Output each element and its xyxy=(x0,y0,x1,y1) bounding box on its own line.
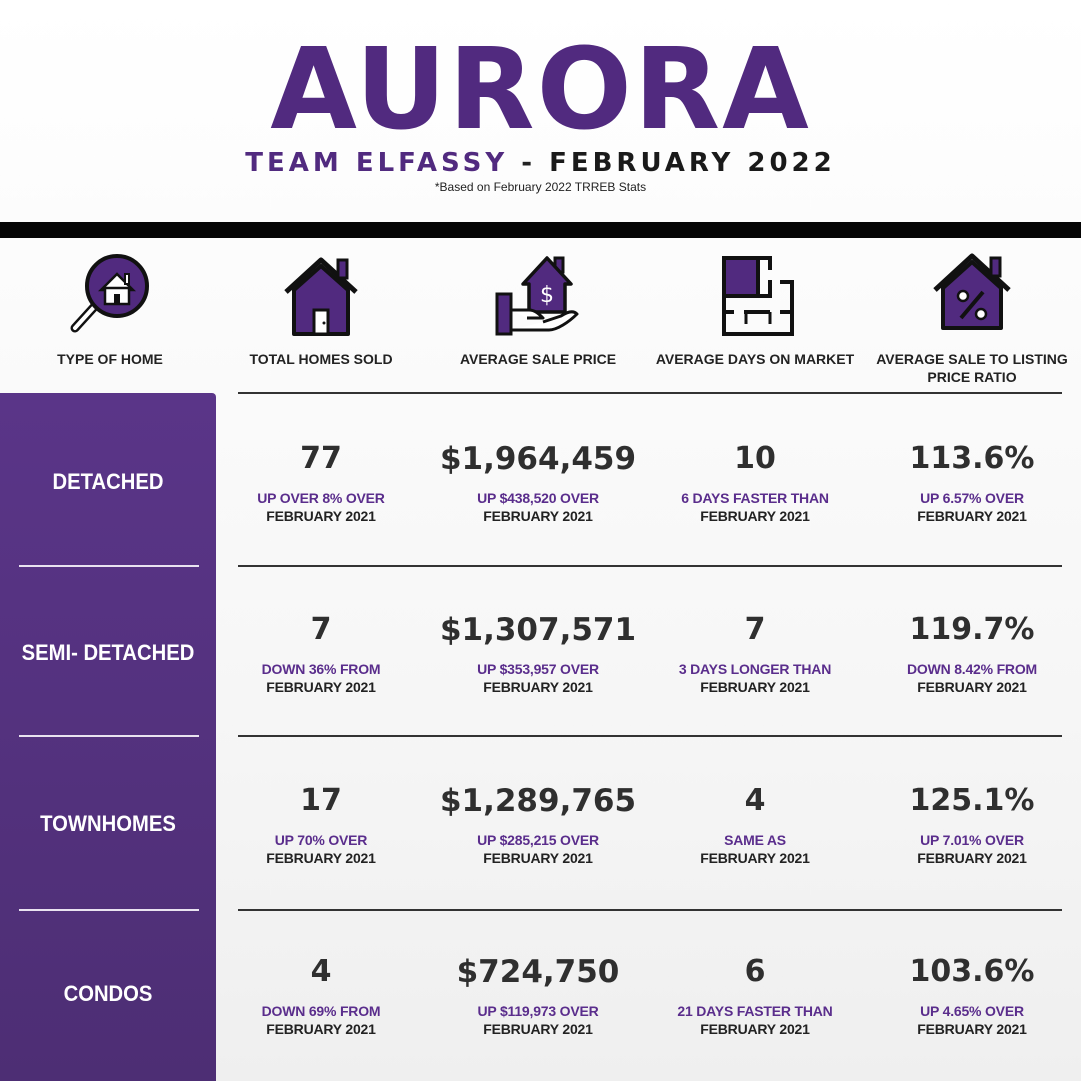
house-icon xyxy=(211,250,431,340)
stat-change: 21 DAYS FASTER THAN xyxy=(677,1003,833,1019)
stat-change: UP 6.57% OVER xyxy=(920,490,1024,506)
stat-value: 125.1% xyxy=(909,783,1035,818)
report-month: FEBRUARY 2022 xyxy=(549,148,836,178)
stat-value: 7 xyxy=(744,612,766,647)
column-label: AVERAGE SALE TO LISTING PRICE RATIO xyxy=(876,351,1068,385)
cell-detached-sold xyxy=(211,441,431,525)
table-divider xyxy=(238,735,1062,737)
sidebar-divider xyxy=(19,565,199,567)
column-label: TOTAL HOMES SOLD xyxy=(249,351,393,367)
stat-value: 4 xyxy=(310,954,332,989)
stat-value: $1,289,765 xyxy=(439,783,637,819)
stat-change: UP 4.65% OVER xyxy=(920,1003,1024,1019)
stat-value: 77 xyxy=(300,441,342,476)
cell-townhomes-days xyxy=(645,783,865,867)
cell-townhomes-price xyxy=(428,783,648,867)
stat-change: UP $119,973 OVER xyxy=(477,1003,599,1019)
hand-house-dollar-icon xyxy=(428,250,648,340)
subtitle xyxy=(0,148,1081,178)
column-label: TYPE OF HOME xyxy=(57,351,163,367)
cell-condos-days xyxy=(645,954,865,1038)
cell-semi-ratio xyxy=(862,612,1081,696)
cell-semi-price xyxy=(428,612,648,696)
stat-reference: FEBRUARY 2021 xyxy=(917,1021,1027,1037)
cell-detached-ratio xyxy=(862,441,1081,525)
stat-value: $724,750 xyxy=(456,954,620,990)
subtitle-dash: - xyxy=(508,148,550,178)
stat-value: $1,307,571 xyxy=(439,612,637,648)
stat-reference: FEBRUARY 2021 xyxy=(700,679,810,695)
stat-value: 103.6% xyxy=(909,954,1035,989)
stat-value: 6 xyxy=(744,954,766,989)
column-label: AVERAGE SALE PRICE xyxy=(459,351,617,367)
cell-semi-sold xyxy=(211,612,431,696)
stat-change: SAME AS xyxy=(724,832,786,848)
stat-reference: FEBRUARY 2021 xyxy=(266,850,376,866)
stat-reference: FEBRUARY 2021 xyxy=(483,850,593,866)
table-divider xyxy=(238,565,1062,567)
cell-condos-price xyxy=(428,954,648,1038)
cell-townhomes-ratio xyxy=(862,783,1081,867)
stat-reference: FEBRUARY 2021 xyxy=(266,508,376,524)
sidebar-divider xyxy=(19,735,199,737)
row-label-detached: DETACHED xyxy=(52,469,164,494)
stat-value: 10 xyxy=(734,441,776,476)
stat-value: 4 xyxy=(744,783,766,818)
stat-change: UP $285,215 OVER xyxy=(477,832,599,848)
stat-value: 119.7% xyxy=(909,612,1035,647)
cell-condos-ratio xyxy=(862,954,1081,1038)
stat-reference: FEBRUARY 2021 xyxy=(700,850,810,866)
stat-change: DOWN 69% FROM xyxy=(261,1003,381,1019)
stat-value: $1,964,459 xyxy=(439,441,637,477)
stat-change: 3 DAYS LONGER THAN xyxy=(678,661,832,677)
cell-detached-days xyxy=(645,441,865,525)
page-title: AURORA xyxy=(270,25,811,155)
source-note: *Based on February 2022 TRREB Stats xyxy=(434,180,647,194)
column-header-sold xyxy=(211,250,431,386)
cell-detached-price xyxy=(428,441,648,525)
stat-change: DOWN 36% FROM xyxy=(261,661,381,677)
cell-semi-days xyxy=(645,612,865,696)
cell-townhomes-sold xyxy=(211,783,431,867)
stat-reference: FEBRUARY 2021 xyxy=(700,1021,810,1037)
stat-reference: FEBRUARY 2021 xyxy=(266,1021,376,1037)
stat-reference: FEBRUARY 2021 xyxy=(917,508,1027,524)
column-header-price xyxy=(428,250,648,386)
column-header-type xyxy=(0,250,220,386)
stat-reference: FEBRUARY 2021 xyxy=(917,850,1027,866)
column-label: AVERAGE DAYS ON MARKET xyxy=(655,351,855,367)
stat-reference: FEBRUARY 2021 xyxy=(483,508,593,524)
stat-reference: FEBRUARY 2021 xyxy=(483,679,593,695)
table-divider xyxy=(238,392,1062,394)
house-percent-icon xyxy=(862,250,1081,340)
stat-reference: FEBRUARY 2021 xyxy=(266,679,376,695)
column-header-ratio xyxy=(862,250,1081,386)
stat-change: UP 7.01% OVER xyxy=(920,832,1024,848)
stat-change: UP OVER 8% OVER xyxy=(257,490,385,506)
table-divider xyxy=(238,909,1062,911)
stat-change: 6 DAYS FASTER THAN xyxy=(681,490,829,506)
cell-condos-sold xyxy=(211,954,431,1038)
row-label-condos: CONDOS xyxy=(63,981,153,1006)
stat-change: UP $353,957 OVER xyxy=(477,661,599,677)
stat-change: DOWN 8.42% FROM xyxy=(906,661,1037,677)
row-label-townhomes: TOWNHOMES xyxy=(40,811,176,836)
stat-reference: FEBRUARY 2021 xyxy=(700,508,810,524)
sidebar-divider xyxy=(19,909,199,911)
stat-value: 113.6% xyxy=(909,441,1035,476)
team-name: TEAM ELFASSY xyxy=(245,148,509,178)
stat-value: 17 xyxy=(300,783,342,818)
type-sidebar xyxy=(0,393,216,1081)
stat-reference: FEBRUARY 2021 xyxy=(917,679,1027,695)
stat-value: 7 xyxy=(310,612,332,647)
row-label-semi-detached: SEMI- DETACHED xyxy=(21,640,195,665)
stat-reference: FEBRUARY 2021 xyxy=(483,1021,593,1037)
column-header-days xyxy=(645,250,865,386)
floor-plan-icon xyxy=(645,250,865,340)
header xyxy=(0,0,1081,222)
svg-text:$: $ xyxy=(540,283,554,308)
header-divider xyxy=(0,222,1081,238)
magnifier-house-icon xyxy=(0,250,220,340)
stat-change: UP $438,520 OVER xyxy=(477,490,599,506)
stat-change: UP 70% OVER xyxy=(274,832,368,848)
